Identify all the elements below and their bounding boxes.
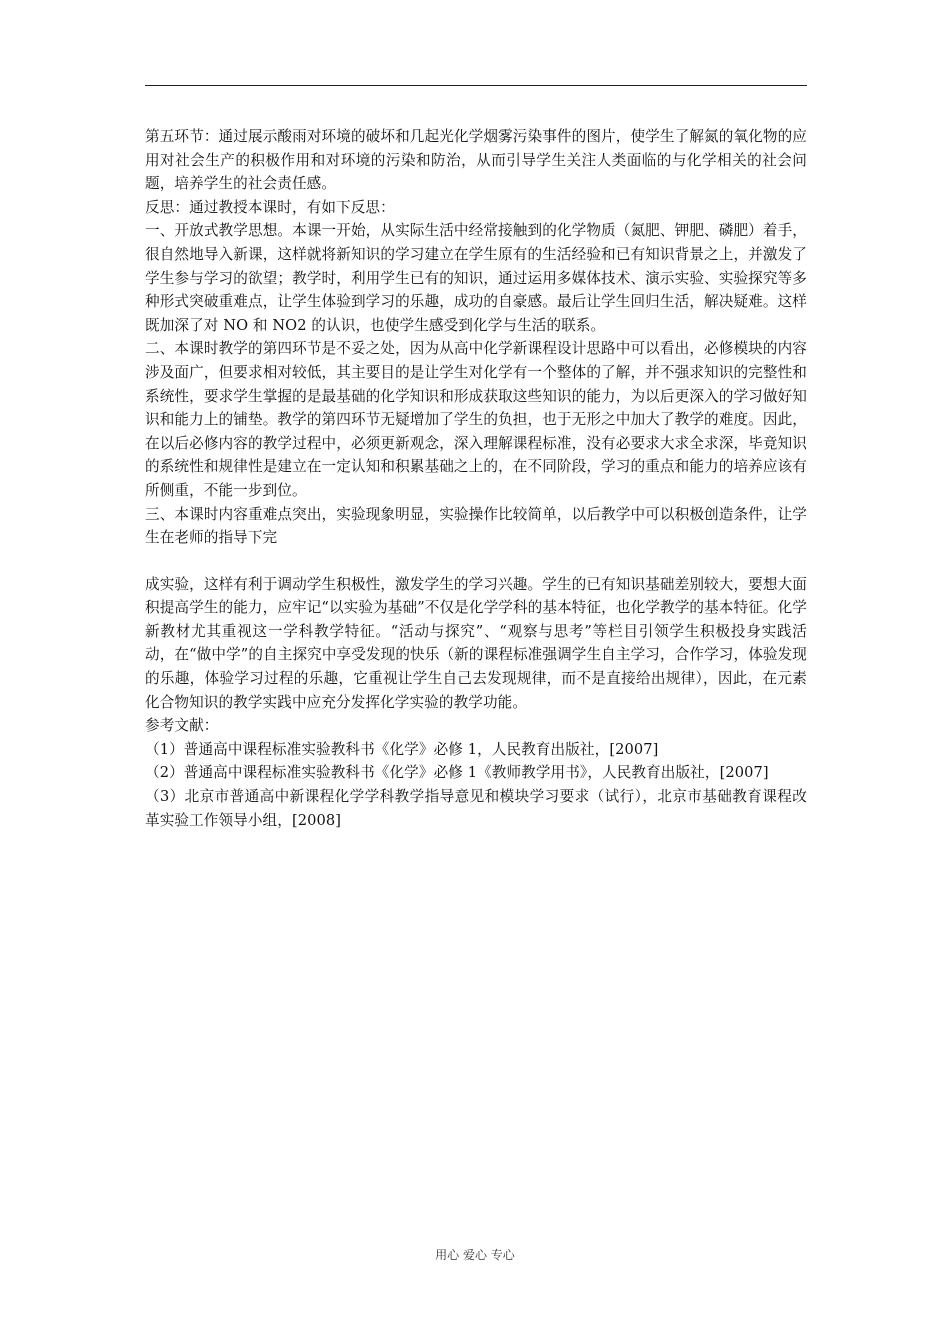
paragraph-gap [145, 550, 807, 573]
paragraph-reflection-two: 二、本课时教学的第四环节是不妥之处，因为从高中化学新课程设计思路中可以看出，必修模块的内容涉及面广，但要求相对较低，其主要目的是让学生对化学有一个整体的了解，并不强求知识的完整性和系统性，要求学生掌握的是最基础的化学知识和形成获取这些知识的能力，为以后更深入的学习做好知识和能力上的铺垫。教学的第四环节无疑增加了学生的负担，也于无形之中加大了教学的难度。因此，在以后必修内容的教学过程中，必须更新观念，深入理解课程标准，没有必要求大求全求深，毕竟知识的系统性和规律性是建立在一定认知和积累基础之上的，在不同阶段，学习的重点和能力的培养应该有所侧重，不能一步到位。 [145, 340, 807, 499]
paragraph-reflection-three: 三、本课时内容重难点突出，实验现象明显，实验操作比较简单，以后教学中可以积极创造条件，让学生在老师的指导下完 [145, 505, 807, 547]
paragraph-continuation: 成实验，这样有利于调动学生积极性，激发学生的学习兴趣。学生的已有知识基础差别较大，要想大面积提高学生的能力，应牢记“以实验为基础”不仅是化学学科的基本特征，也化学教学的基本特征。化学新教材尤其重视这一学科教学特征。“活动与探究”、“观察与思考”等栏目引领学生积极投身实践活动，在“做中学”的自主探究中享受发现的快乐（新的课程标准强调学生自主学习，合作学习，体验发现的乐趣，体验学习过程的乐趣，它重视让学生自己去发现规律，而不是直接给出规律），因此，在元素化合物知识的教学实践中应充分发挥化学实验的教学功能。 [145, 575, 807, 711]
paragraph-section-five: 第五环节：通过展示酸雨对环境的破坏和几起光化学烟雾污染事件的图片，使学生了解氮的氧化物的应用对社会生产的积极作用和对环境的污染和防治，从而引导学生关注人类面临的与化学相关的社会问题，培养学生的社会责任感。 [145, 128, 807, 193]
reference-item-3: （3）北京市普通高中新课程化学学科教学指导意见和模块学习要求（试行），北京市基础教育课程改革实验工作领导小组，[2008] [145, 788, 807, 829]
paragraph-reflection-intro: 反思：通过教授本课时，有如下反思： [145, 198, 395, 216]
paragraph-reflection-one: 一、开放式教学思想。本课一开始，从实际生活中经常接触到的化学物质（氮肥、钾肥、磷肥）着手，很自然地导入新课，这样就将新知识的学习建立在学生原有的生活经验和已有知识背景之上，并激发了学生参与学习的欲望；教学时，利用学生已有的知识，通过运用多媒体技术、演示实验、实验探究等多种形式突破重难点，让学生体验到学习的乐趣，成功的自豪感。最后让学生回归生活，解决疑难。这样既加深了对 NO 和 NO2 的认识，也使学生感受到化学与生活的联系。 [145, 222, 807, 334]
references-heading: 参考文献： [145, 717, 219, 735]
reference-item-2: （2）普通高中课程标准实验教科书《化学》必修 1《教师教学用书》，人民教育出版社，[2007] [145, 764, 769, 782]
reference-item-1: （1）普通高中课程标准实验教科书《化学》必修 1，人民教育出版社，[2007] [145, 740, 659, 758]
page-footer: 用心 爱心 专心 [435, 1248, 515, 1262]
header-rule [145, 85, 807, 86]
document-body [145, 125, 807, 832]
